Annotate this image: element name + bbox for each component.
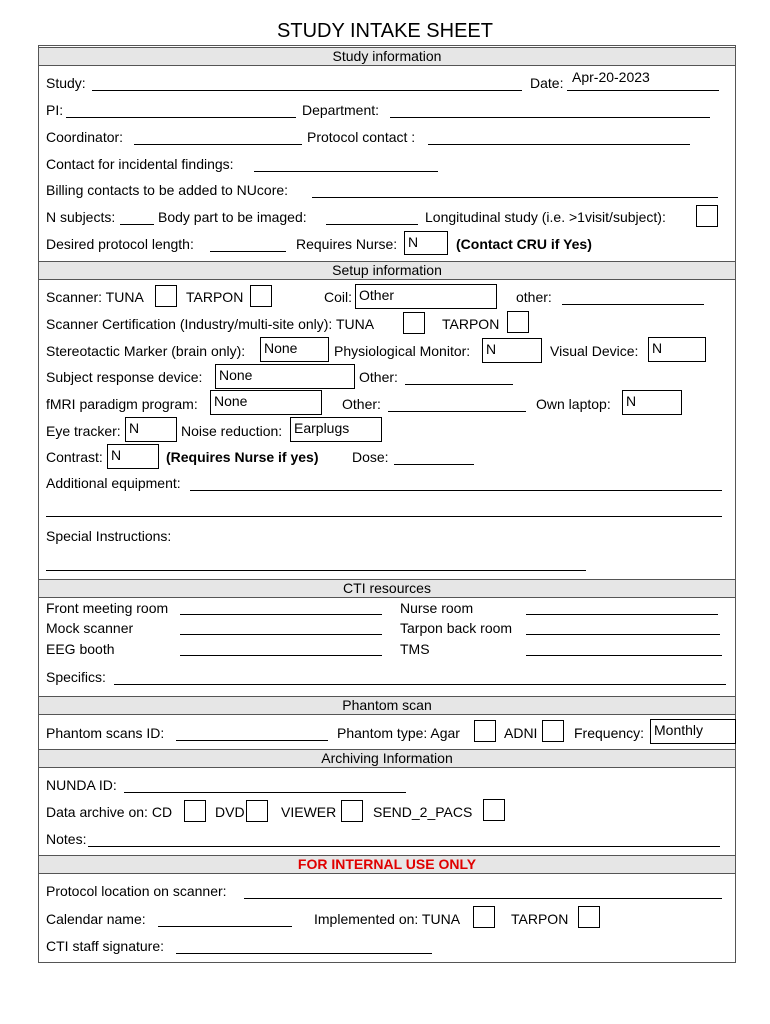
nurse-room-label: Nurse room — [400, 600, 474, 616]
protocol-contact-label: Protocol contact : — [307, 129, 416, 145]
additional-equipment-label: Additional equipment: — [46, 475, 181, 491]
archive-cd-label: Data archive on: CD — [46, 804, 173, 820]
tms-label: TMS — [400, 641, 430, 657]
archive-dvd-label: DVD — [215, 804, 245, 820]
noise-reduction-select[interactable]: Earplugs — [290, 417, 382, 442]
n-subjects-label: N subjects: — [46, 209, 116, 225]
archive-cd-checkbox[interactable] — [184, 800, 206, 822]
tarpon-back-room-field[interactable] — [526, 634, 720, 635]
date-field[interactable] — [567, 90, 719, 91]
requires-nurse-label: Requires Nurse: — [296, 236, 398, 252]
frequency-select[interactable]: Monthly — [650, 719, 736, 744]
section-phantom-scan: Phantom scan — [39, 696, 735, 715]
response-other-field[interactable] — [405, 384, 513, 385]
section-archiving-information: Archiving Information — [39, 749, 735, 768]
noise-reduction-label: Noise reduction: — [181, 423, 283, 439]
own-laptop-label: Own laptop: — [536, 396, 611, 412]
longitudinal-checkbox[interactable] — [696, 205, 718, 227]
frequency-label: Frequency: — [574, 725, 645, 741]
implemented-tarpon-checkbox[interactable] — [578, 906, 600, 928]
requires-nurse-note: (Requires Nurse if yes) — [166, 449, 319, 465]
physio-monitor-select[interactable]: N — [482, 338, 542, 363]
protocol-length-field[interactable] — [210, 251, 286, 252]
study-field[interactable] — [92, 90, 522, 91]
coil-select[interactable]: Other — [355, 284, 497, 309]
additional-equipment-field-2[interactable] — [46, 516, 722, 517]
coil-label: Coil: — [324, 289, 353, 305]
front-meeting-room-label: Front meeting room — [46, 600, 169, 616]
visual-device-select[interactable]: N — [648, 337, 706, 362]
date-label: Date: — [530, 75, 564, 91]
certification-tuna-checkbox[interactable] — [403, 312, 425, 334]
specifics-label: Specifics: — [46, 669, 106, 685]
contrast-label: Contrast: — [46, 449, 103, 465]
scanner-tuna-checkbox[interactable] — [155, 285, 177, 307]
archive-viewer-checkbox[interactable] — [341, 800, 363, 822]
study-label: Study: — [46, 75, 86, 91]
scanner-tarpon-checkbox[interactable] — [250, 285, 272, 307]
protocol-location-label: Protocol location on scanner: — [46, 883, 227, 899]
certification-tarpon-label: TARPON — [442, 316, 500, 332]
n-subjects-field[interactable] — [120, 224, 154, 225]
section-internal-use: FOR INTERNAL USE ONLY — [39, 855, 735, 874]
scanner-tarpon-label: TARPON — [186, 289, 244, 305]
nunda-id-label: NUNDA ID: — [46, 777, 117, 793]
fmri-other-label: Other: — [342, 396, 381, 412]
archive-send-pacs-checkbox[interactable] — [483, 799, 505, 821]
visual-device-label: Visual Device: — [550, 343, 639, 359]
tms-field[interactable] — [526, 655, 722, 656]
protocol-length-label: Desired protocol length: — [46, 236, 194, 252]
pi-label: PI: — [46, 102, 64, 118]
scanner-tuna-label: Scanner: TUNA — [46, 289, 144, 305]
eeg-booth-label: EEG booth — [46, 641, 115, 657]
protocol-location-field[interactable] — [244, 898, 722, 899]
certification-tuna-label: Scanner Certification (Industry/multi-site only): TUNA — [46, 316, 375, 332]
page-title: STUDY INTAKE SHEET — [277, 20, 493, 42]
calendar-name-label: Calendar name: — [46, 911, 146, 927]
nunda-id-field[interactable] — [124, 792, 406, 793]
section-study-information: Study information — [39, 47, 735, 66]
front-meeting-room-field[interactable] — [180, 614, 382, 615]
section-cti-resources: CTI resources — [39, 579, 735, 598]
implemented-tuna-label: Implemented on: TUNA — [314, 911, 461, 927]
body-part-label: Body part to be imaged: — [158, 209, 307, 225]
pi-field[interactable] — [66, 117, 296, 118]
response-device-label: Subject response device: — [46, 369, 203, 385]
eye-tracker-label: Eye tracker: — [46, 423, 121, 439]
eeg-booth-field[interactable] — [180, 655, 382, 656]
longitudinal-label: Longitudinal study (i.e. >1visit/subject): — [425, 209, 666, 225]
department-field[interactable] — [390, 117, 710, 118]
dose-field[interactable] — [394, 464, 474, 465]
phantom-adni-checkbox[interactable] — [542, 720, 564, 742]
coil-other-field[interactable] — [562, 304, 704, 305]
phantom-type-agar-label: Phantom type: Agar — [337, 725, 460, 741]
staff-signature-field[interactable] — [176, 953, 432, 954]
contrast-select[interactable]: N — [107, 444, 159, 469]
section-setup-information: Setup information — [39, 261, 735, 280]
calendar-name-field[interactable] — [158, 926, 292, 927]
phantom-ids-label: Phantom scans ID: — [46, 725, 165, 741]
contact-cru-note: (Contact CRU if Yes) — [456, 236, 592, 252]
fmri-other-field[interactable] — [388, 411, 526, 412]
specifics-field[interactable] — [114, 684, 726, 685]
tarpon-back-room-label: Tarpon back room — [400, 620, 513, 636]
archive-dvd-checkbox[interactable] — [246, 800, 268, 822]
fmri-program-select[interactable]: None — [210, 390, 322, 415]
mock-scanner-label: Mock scanner — [46, 620, 134, 636]
incidental-findings-field[interactable] — [254, 171, 438, 172]
staff-signature-label: CTI staff signature: — [46, 938, 165, 954]
response-other-label: Other: — [359, 369, 398, 385]
billing-contacts-label: Billing contacts to be added to NUcore: — [46, 182, 289, 198]
phantom-agar-checkbox[interactable] — [474, 720, 496, 742]
implemented-tuna-checkbox[interactable] — [473, 906, 495, 928]
eye-tracker-select[interactable]: N — [125, 417, 177, 442]
incidental-findings-label: Contact for incidental findings: — [46, 156, 234, 172]
date-value[interactable]: Apr-20-2023 — [572, 69, 650, 85]
archive-send-pacs-label: SEND_2_PACS — [373, 804, 473, 820]
phantom-ids-field[interactable] — [176, 740, 328, 741]
special-instructions-label: Special Instructions: — [46, 528, 172, 544]
fmri-program-label: fMRI paradigm program: — [46, 396, 198, 412]
protocol-contact-field[interactable] — [428, 144, 690, 145]
response-device-select[interactable]: None — [215, 364, 355, 389]
special-instructions-field[interactable] — [46, 570, 586, 571]
dose-label: Dose: — [352, 449, 389, 465]
implemented-tarpon-label: TARPON — [511, 911, 569, 927]
archive-viewer-label: VIEWER — [281, 804, 337, 820]
coil-other-label: other: — [516, 289, 552, 305]
notes-field[interactable] — [88, 846, 720, 847]
coordinator-field[interactable] — [134, 144, 302, 145]
coordinator-label: Coordinator: — [46, 129, 124, 145]
stereotactic-select[interactable]: None — [260, 337, 329, 362]
phantom-adni-label: ADNI — [504, 725, 538, 741]
body-part-field[interactable] — [326, 224, 418, 225]
additional-equipment-field[interactable] — [190, 490, 722, 491]
physio-monitor-label: Physiological Monitor: — [334, 343, 471, 359]
certification-tarpon-checkbox[interactable] — [507, 311, 529, 333]
own-laptop-select[interactable]: N — [622, 390, 682, 415]
department-label: Department: — [302, 102, 380, 118]
billing-contacts-field[interactable] — [312, 197, 718, 198]
stereotactic-label: Stereotactic Marker (brain only): — [46, 343, 246, 359]
mock-scanner-field[interactable] — [180, 634, 382, 635]
notes-label: Notes: — [46, 831, 87, 847]
requires-nurse-field[interactable]: N — [404, 231, 448, 255]
nurse-room-field[interactable] — [526, 614, 718, 615]
